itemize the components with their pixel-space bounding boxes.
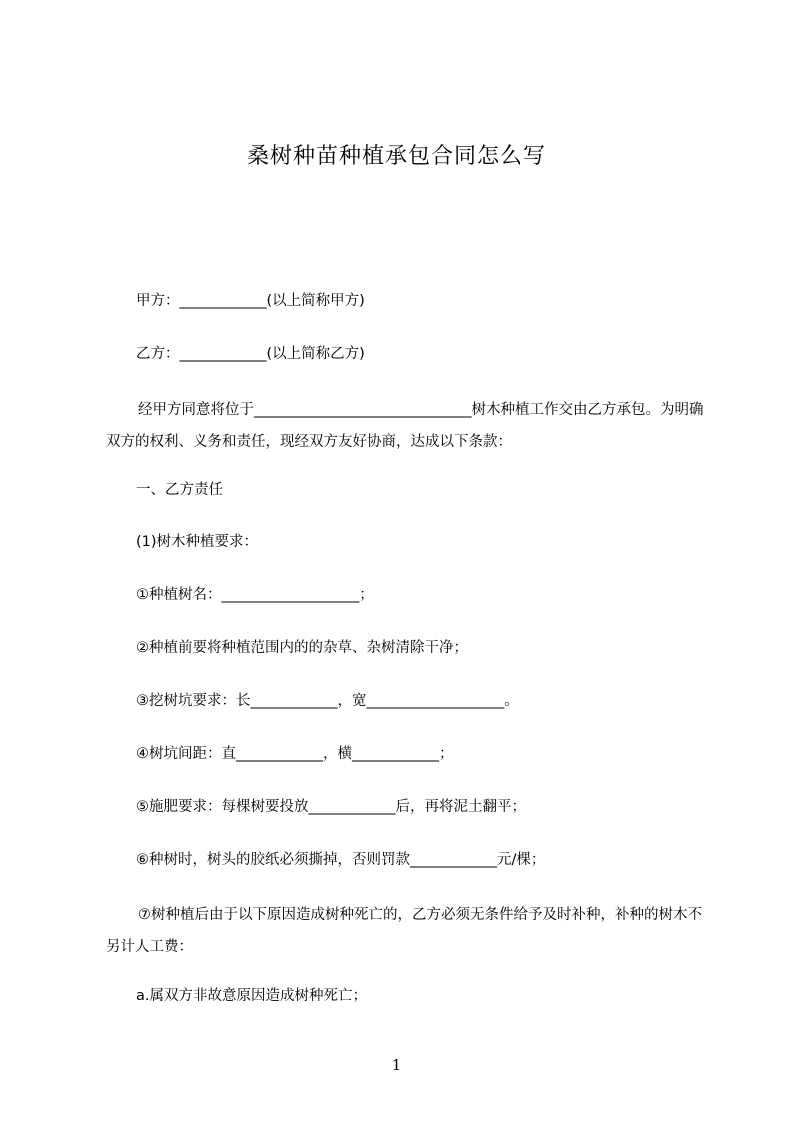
party-b-line: 乙方：____________(以上简称乙方) <box>136 346 365 362</box>
clause-clear-weeds: ②种植前要将种植范围内的的杂草、杂树清除干净； <box>136 640 468 656</box>
clause-pit-spacing: ④树坑间距：直____________，横____________； <box>136 746 454 762</box>
page-number: 1 <box>391 1056 402 1074</box>
clause-pit-size: ③挖树坑要求：长____________，宽___________________。 <box>136 693 519 709</box>
intro-paragraph: 经甲方同意将位于______________________________树木种植工作交由乙方承包。为明确双方的权利、义务和责任，现经双方友好协商，达成以下条款： <box>106 402 704 450</box>
section-heading-party-b-responsibility: 一、乙方责任 <box>136 482 223 498</box>
clause-replanting: ⑦树种植后由于以下原因造成树种死亡的，乙方必须无条件给予及时补种，补种的树木不另计人工费： <box>106 907 702 955</box>
clause-remove-tape: ⑥种树时，树头的胶纸必须撕掉，否则罚款____________元/棵； <box>136 852 546 868</box>
clause-fertilizing: ⑤施肥要求：每棵树要投放____________后，再将泥土翻平； <box>136 799 526 815</box>
party-a-line: 甲方：____________(以上简称甲方) <box>136 293 365 309</box>
clause-replanting-case-a: a.属双方非故意原因造成树种死亡； <box>136 988 367 1004</box>
document-title: 桑树种苗种植承包合同怎么写 <box>246 144 546 169</box>
subsection-planting-requirements: (1)树木种植要求： <box>136 534 259 550</box>
clause-tree-species: ①种植树名：___________________； <box>136 587 374 603</box>
